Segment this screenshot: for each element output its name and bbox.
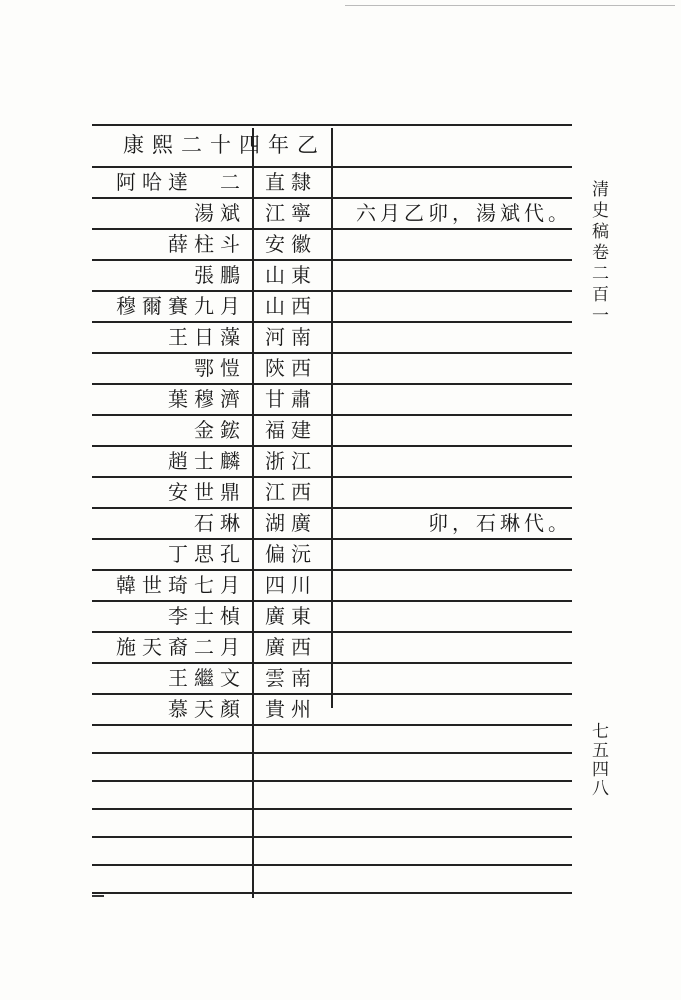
remark (336, 477, 572, 507)
remark (336, 446, 572, 476)
column-rule (331, 128, 333, 708)
remark: 卯，石琳代。 (428, 511, 572, 535)
governor-name: 王繼文 (168, 666, 246, 690)
province-name: 貴州 (265, 697, 317, 721)
row-rule (92, 752, 572, 754)
page-number (585, 722, 611, 798)
top-rule (345, 5, 675, 6)
remark (336, 229, 572, 259)
governor-name: 丁思孔 (168, 542, 246, 566)
governor-name: 韓世琦七月 (116, 573, 246, 597)
province-name: 福建 (265, 418, 317, 442)
governor-name: 李士楨 (168, 604, 246, 628)
province-name: 甘肅 (265, 387, 317, 411)
remark (336, 167, 572, 197)
province-name: 浙江 (265, 449, 317, 473)
governor-name: 穆爾賽九月 (116, 294, 246, 318)
province-name: 江西 (265, 480, 317, 504)
governor-name: 王日藻 (168, 325, 246, 349)
province-name: 山西 (265, 294, 317, 318)
row-rule (92, 124, 572, 126)
governor-name: 薛柱斗 (168, 232, 246, 256)
province-name: 雲南 (265, 666, 317, 690)
remark (336, 415, 572, 445)
province-name: 偏沅 (265, 542, 317, 566)
remark (336, 353, 572, 383)
row-rule (92, 864, 572, 866)
governor-name: 石琳 (194, 511, 246, 535)
province-name: 廣西 (265, 635, 317, 659)
edge-mark (92, 895, 104, 897)
column-rule (252, 128, 254, 898)
governor-name: 趙士麟 (168, 449, 246, 473)
remark (336, 260, 572, 290)
remark (336, 601, 572, 631)
province-name: 河南 (265, 325, 317, 349)
province-name: 安徽 (265, 232, 317, 256)
governor-name: 慕天顏 (168, 697, 246, 721)
remark (336, 539, 572, 569)
province-name: 湖廣 (265, 511, 317, 535)
row-rule (92, 808, 572, 810)
remark (336, 291, 572, 321)
margin-title-text: 清史稿卷二百一 (588, 180, 608, 327)
remark (336, 384, 572, 414)
governor-name: 鄂愷 (194, 356, 246, 380)
remark: 六月乙卯，湯斌代。 (356, 201, 572, 225)
province-name: 陝西 (265, 356, 317, 380)
governor-name: 湯斌 (194, 201, 246, 225)
province-name: 江寧 (265, 201, 317, 225)
governor-name: 金鋐 (194, 418, 246, 442)
year-header: 康熙二十四年乙 (123, 133, 326, 157)
province-name: 廣東 (265, 604, 317, 628)
remark (336, 570, 572, 600)
governor-name: 葉穆濟 (168, 387, 246, 411)
margin-title (585, 180, 611, 327)
province-name: 四川 (265, 573, 317, 597)
row-rule (92, 724, 572, 726)
province-name: 山東 (265, 263, 317, 287)
governor-name: 安世鼎 (168, 480, 246, 504)
row-rule (92, 892, 572, 894)
row-rule (92, 780, 572, 782)
page-number-text: 七五四八 (588, 722, 608, 798)
row-rule (92, 836, 572, 838)
remark (336, 632, 572, 662)
remark (336, 322, 572, 352)
governor-name: 施天裔二月 (116, 635, 246, 659)
remark (336, 694, 572, 724)
remark (336, 663, 572, 693)
governor-name: 阿哈達 二 (116, 170, 246, 194)
province-name: 直隸 (265, 170, 317, 194)
governor-name: 張鵬 (194, 263, 246, 287)
